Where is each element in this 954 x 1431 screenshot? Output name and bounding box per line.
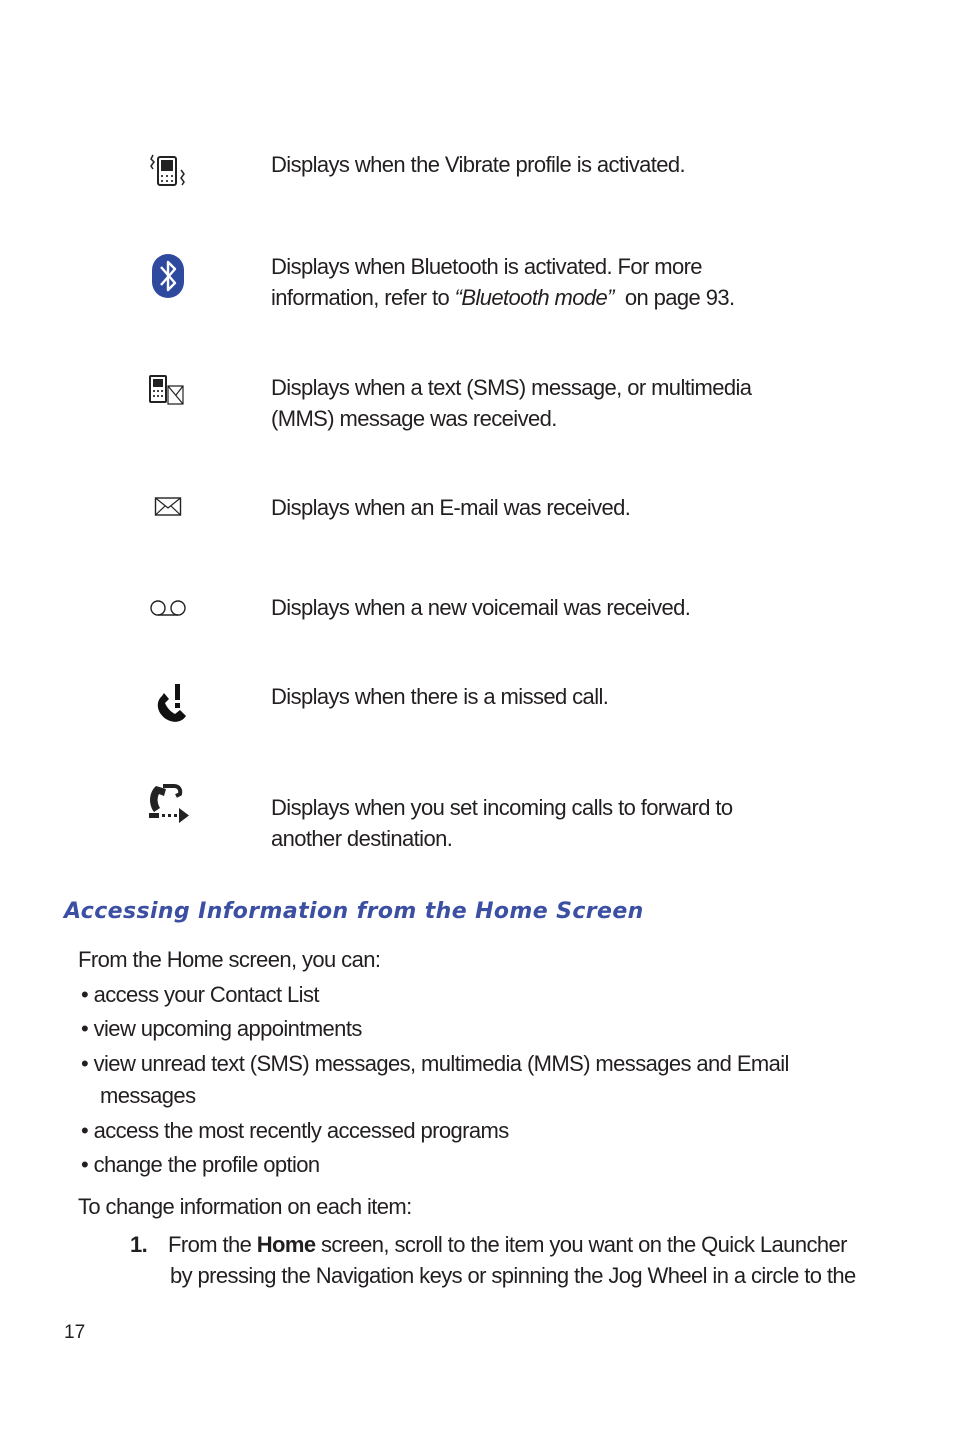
- voicemail-description: Displays when a new voicemail was received.: [271, 595, 691, 620]
- vibrate-icon: [148, 152, 188, 195]
- section-heading: Accessing Information from the Home Screen: [64, 899, 644, 924]
- bluetooth-page-ref: on page 93.: [613, 285, 735, 310]
- bullet-item: • change the profile option: [81, 1152, 320, 1177]
- email-icon: [154, 496, 182, 523]
- bullet-item: • view unread text (SMS) messages, multimedia (MMS) messages and Email: [81, 1051, 789, 1076]
- step-text: [168, 1229, 868, 1260]
- voicemail-icon: [148, 598, 190, 623]
- step-text-line2: by pressing the Navigation keys or spinning the Jog Wheel in a circle to the: [170, 1263, 856, 1288]
- bluetooth-icon: [152, 254, 184, 303]
- change-intro-text: To change information on each item:: [78, 1194, 412, 1219]
- bluetooth-text-start: Displays when Bluetooth is activated. For more information, refer to: [271, 254, 702, 310]
- vibrate-description: Displays when the Vibrate profile is activated.: [271, 152, 686, 177]
- step-number: 1.: [130, 1232, 148, 1257]
- missed-call-description: Displays when there is a missed call.: [271, 684, 609, 709]
- bluetooth-reference-link[interactable]: “Bluetooth mode”: [454, 285, 614, 310]
- bullet-item: • access your Contact List: [81, 982, 319, 1007]
- message-description: Displays when a text (SMS) message, or multimedia (MMS) message was received.: [271, 375, 752, 431]
- message-icon: [148, 374, 188, 413]
- bullet-item: • view upcoming appointments: [81, 1016, 362, 1041]
- page-number: 17: [64, 1322, 86, 1343]
- call-forward-description: Displays when you set incoming calls to forward to another destination.: [271, 795, 733, 851]
- bullet-item: • access the most recently accessed programs: [81, 1118, 509, 1143]
- step-text-start: From the: [168, 1232, 257, 1257]
- step-text-end: screen, scroll to the item you want on the Quick Launcher: [315, 1232, 847, 1257]
- call-forward-icon: [146, 780, 192, 831]
- home-label: Home: [256, 1232, 316, 1257]
- bluetooth-description: [271, 251, 791, 313]
- intro-text: From the Home screen, you can:: [78, 947, 381, 972]
- bullet-item-continuation: messages: [100, 1083, 196, 1108]
- email-description: Displays when an E-mail was received.: [271, 495, 631, 520]
- missed-call-icon: [152, 680, 194, 729]
